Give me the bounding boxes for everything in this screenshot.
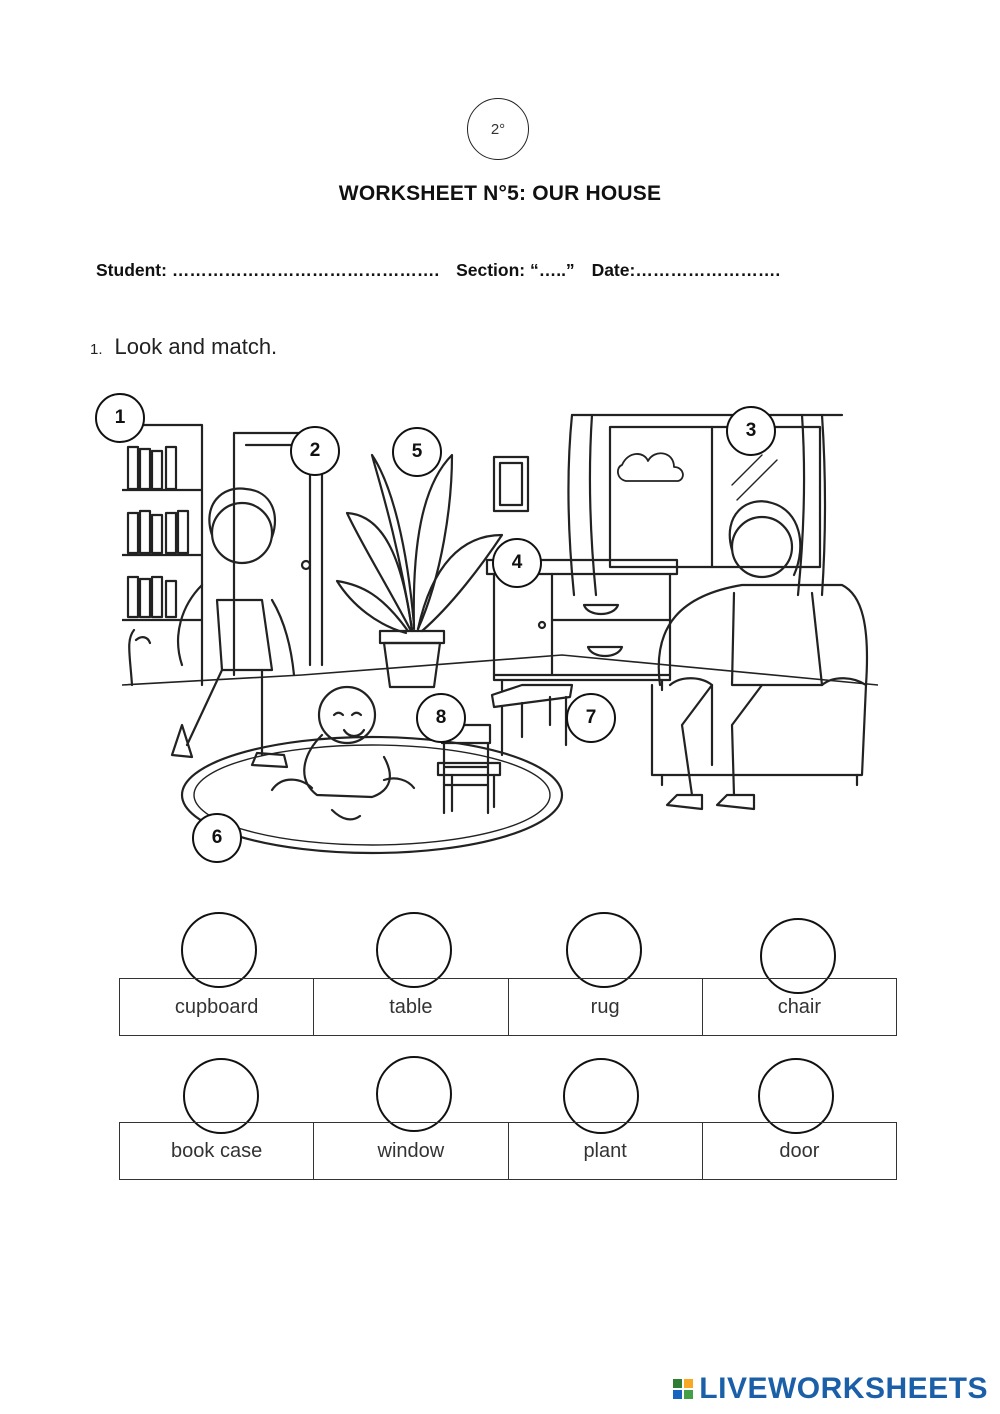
- date-field[interactable]: Date:…………………….: [591, 260, 781, 280]
- small-table-drawing: [492, 685, 572, 755]
- grade-badge: [467, 98, 529, 160]
- answer-circle-rug[interactable]: [566, 912, 642, 988]
- baby-drawing: [272, 687, 414, 819]
- word-cell: table: [314, 979, 508, 1035]
- instruction: [90, 334, 277, 360]
- instruction-number: 1.: [90, 341, 103, 358]
- instruction-text: Look and match.: [114, 334, 278, 359]
- living-room-drawing: [122, 385, 878, 888]
- answer-circle-cupboard[interactable]: [181, 912, 257, 988]
- word-cell: cupboard: [120, 979, 314, 1035]
- word-cell: plant: [509, 1123, 703, 1179]
- marker-6: 6: [192, 813, 242, 863]
- bookcase-drawing: [122, 425, 202, 685]
- marker-7: 7: [566, 693, 616, 743]
- logo-block: [673, 1390, 682, 1399]
- word-cell: window: [314, 1123, 508, 1179]
- section-field[interactable]: Section: “…..”: [456, 260, 575, 280]
- logo-icon: [673, 1379, 693, 1399]
- marker-4: 4: [492, 538, 542, 588]
- liveworksheets-logo[interactable]: [673, 1372, 988, 1406]
- word-cell: book case: [120, 1123, 314, 1179]
- marker-2: 2: [290, 426, 340, 476]
- window-drawing: [568, 415, 842, 595]
- woman-drawing: [667, 501, 822, 809]
- word-cell: chair: [777, 995, 822, 1018]
- word-row-2: [119, 1122, 897, 1180]
- word-row-1: [119, 978, 897, 1036]
- logo-block: [673, 1379, 682, 1388]
- answer-circle-table[interactable]: [376, 912, 452, 988]
- student-field[interactable]: Student: ……………………………………….: [96, 260, 440, 280]
- living-room-illustration: [114, 385, 878, 888]
- word-cell: door: [779, 1139, 820, 1162]
- marker-1: 1: [95, 393, 145, 443]
- logo-block: [684, 1379, 693, 1388]
- answer-circle-window[interactable]: [376, 1056, 452, 1132]
- marker-8: 8: [416, 693, 466, 743]
- word-cell: rug: [509, 979, 703, 1035]
- marker-5: 5: [392, 427, 442, 477]
- student-info-line: [96, 260, 916, 281]
- logo-block: [684, 1390, 693, 1399]
- worksheet-title: WORKSHEET N°5: OUR HOUSE: [338, 182, 662, 205]
- logo-text: LIVEWORKSHEETS: [699, 1372, 988, 1405]
- plant-drawing: [337, 455, 502, 687]
- grade-text: 2°: [490, 120, 506, 138]
- marker-3: 3: [726, 406, 776, 456]
